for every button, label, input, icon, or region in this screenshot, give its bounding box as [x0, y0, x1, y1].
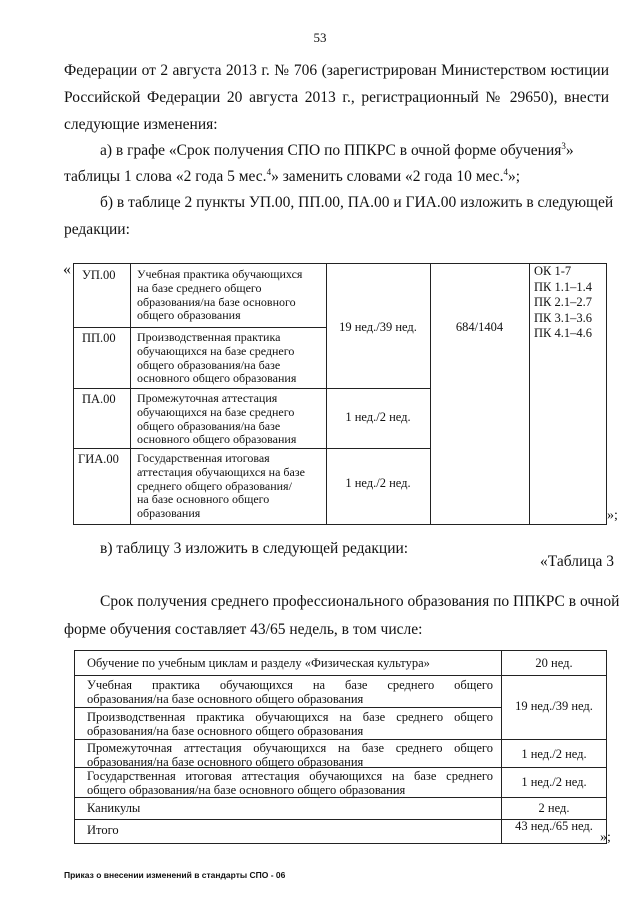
- page-number: 53: [313, 30, 327, 45]
- table-divider: [74, 327, 326, 328]
- footnote-ref: 4: [503, 166, 509, 177]
- weeks-cell: 1 нед./2 нед.: [345, 410, 411, 424]
- table-3: [74, 650, 607, 844]
- table-divider: [75, 739, 607, 740]
- paragraph-line: следующие изменения:: [64, 116, 218, 133]
- table-row: Производственная практика обучающихся на базе среднего общего образования/на базе основного общего образования: [87, 710, 493, 738]
- item-a-line1: [100, 142, 609, 160]
- table-row: Государственная итоговая аттестация обучающихся на базе среднего общего образования/на базе основного общего образования: [87, 769, 493, 797]
- table-divider: [75, 675, 607, 676]
- footnote-ref: 4: [266, 166, 272, 177]
- paragraph-line: Российской Федерации 20 августа 2013 г., регистрационный № 29650), внести: [64, 89, 609, 106]
- item-a-line2: таблицы 1 слова «2 года 5 мес.$^4$» заменить словами «2 года 10 мес.$^4$»;: [64, 166, 521, 185]
- item-a-text: а) в графе «Срок получения СПО по ППКРС в очной форме обучения$^3$»: [100, 140, 574, 159]
- table-row: Итого: [87, 823, 119, 837]
- table-2: [73, 263, 607, 525]
- table-divider: [529, 263, 530, 525]
- term-line2: форме обучения составляет 43/65 недель, в том числе:: [64, 621, 423, 638]
- item-b-line1: б) в таблице 2 пункты УП.00, ПП.00, ПА.00 и ГИА.00 изложить в следующей: [100, 194, 614, 211]
- row-code: ГИА.00: [78, 452, 119, 466]
- paragraph-line: Федерации от 2 августа 2013 г. № 706 (зарегистрирован Министерством юстиции: [64, 62, 609, 79]
- row-code: УП.00: [82, 268, 116, 282]
- term-line1: Срок получения среднего профессионального образования по ППКРС в очной: [100, 593, 620, 610]
- competencies-cell: ОК 1-7 ПК 1.1–1.4 ПК 2.1–2.7 ПК 3.1–3.6 ПК 4.1–4.6: [534, 264, 592, 340]
- merged-weeks-cell: 19 нед./39 нед.: [339, 320, 417, 334]
- table-divider: [130, 263, 131, 525]
- merged-hours-cell: 684/1404: [455, 320, 504, 334]
- footer-note: Приказ о внесении изменений в стандарты СПО - 06: [64, 870, 286, 880]
- table-row: Каникулы: [87, 801, 141, 815]
- row-value: 1 нед./2 нед.: [521, 775, 587, 789]
- table-divider: [75, 707, 501, 708]
- close-quote: »;: [600, 830, 611, 845]
- table-3-label: «Таблица 3: [540, 553, 615, 570]
- merged-practice-value: 19 нед./39 нед.: [515, 699, 593, 713]
- open-quote: «: [63, 261, 71, 278]
- close-quote: »;: [607, 508, 618, 523]
- row-description: Учебная практика обучающихся на базе среднего общего образования/на базе основного общего образования: [137, 267, 303, 323]
- row-value: 20 нед.: [535, 656, 573, 670]
- item-b-line2: редакции:: [64, 221, 130, 238]
- weeks-cell: 1 нед./2 нед.: [345, 476, 411, 490]
- row-description: Производственная практика обучающихся на базе среднего общего образования/на базе основного общего образования: [137, 330, 297, 386]
- table-row: Обучение по учебным циклам и разделу «Физическая культура»: [87, 656, 430, 670]
- row-description: Государственная итоговая аттестация обучающихся на базе среднего общего образования/ на базе основного общего образования: [137, 451, 305, 521]
- row-value: 43 нед./65 нед.: [515, 819, 593, 833]
- footnote-ref: 3: [561, 140, 566, 151]
- item-v: в) таблицу 3 изложить в следующей редакции:: [100, 540, 409, 557]
- row-description: Промежуточная аттестация обучающихся на базе среднего общего образования/на базе основного общего образования: [137, 391, 297, 447]
- row-code: ПП.00: [82, 331, 116, 345]
- table-row: Учебная практика обучающихся на базе среднего общего образования/на базе основного общего образования: [87, 678, 493, 706]
- table-divider: [74, 448, 430, 449]
- table-divider: [74, 388, 430, 389]
- table-row: Промежуточная аттестация обучающихся на базе среднего общего образования/на базе основного общего образования: [87, 741, 493, 769]
- table-divider: [430, 263, 431, 525]
- row-code: ПА.00: [82, 392, 116, 406]
- table-divider: [75, 797, 607, 798]
- row-value: 1 нед./2 нед.: [521, 747, 587, 761]
- row-value: 2 нед.: [538, 801, 570, 815]
